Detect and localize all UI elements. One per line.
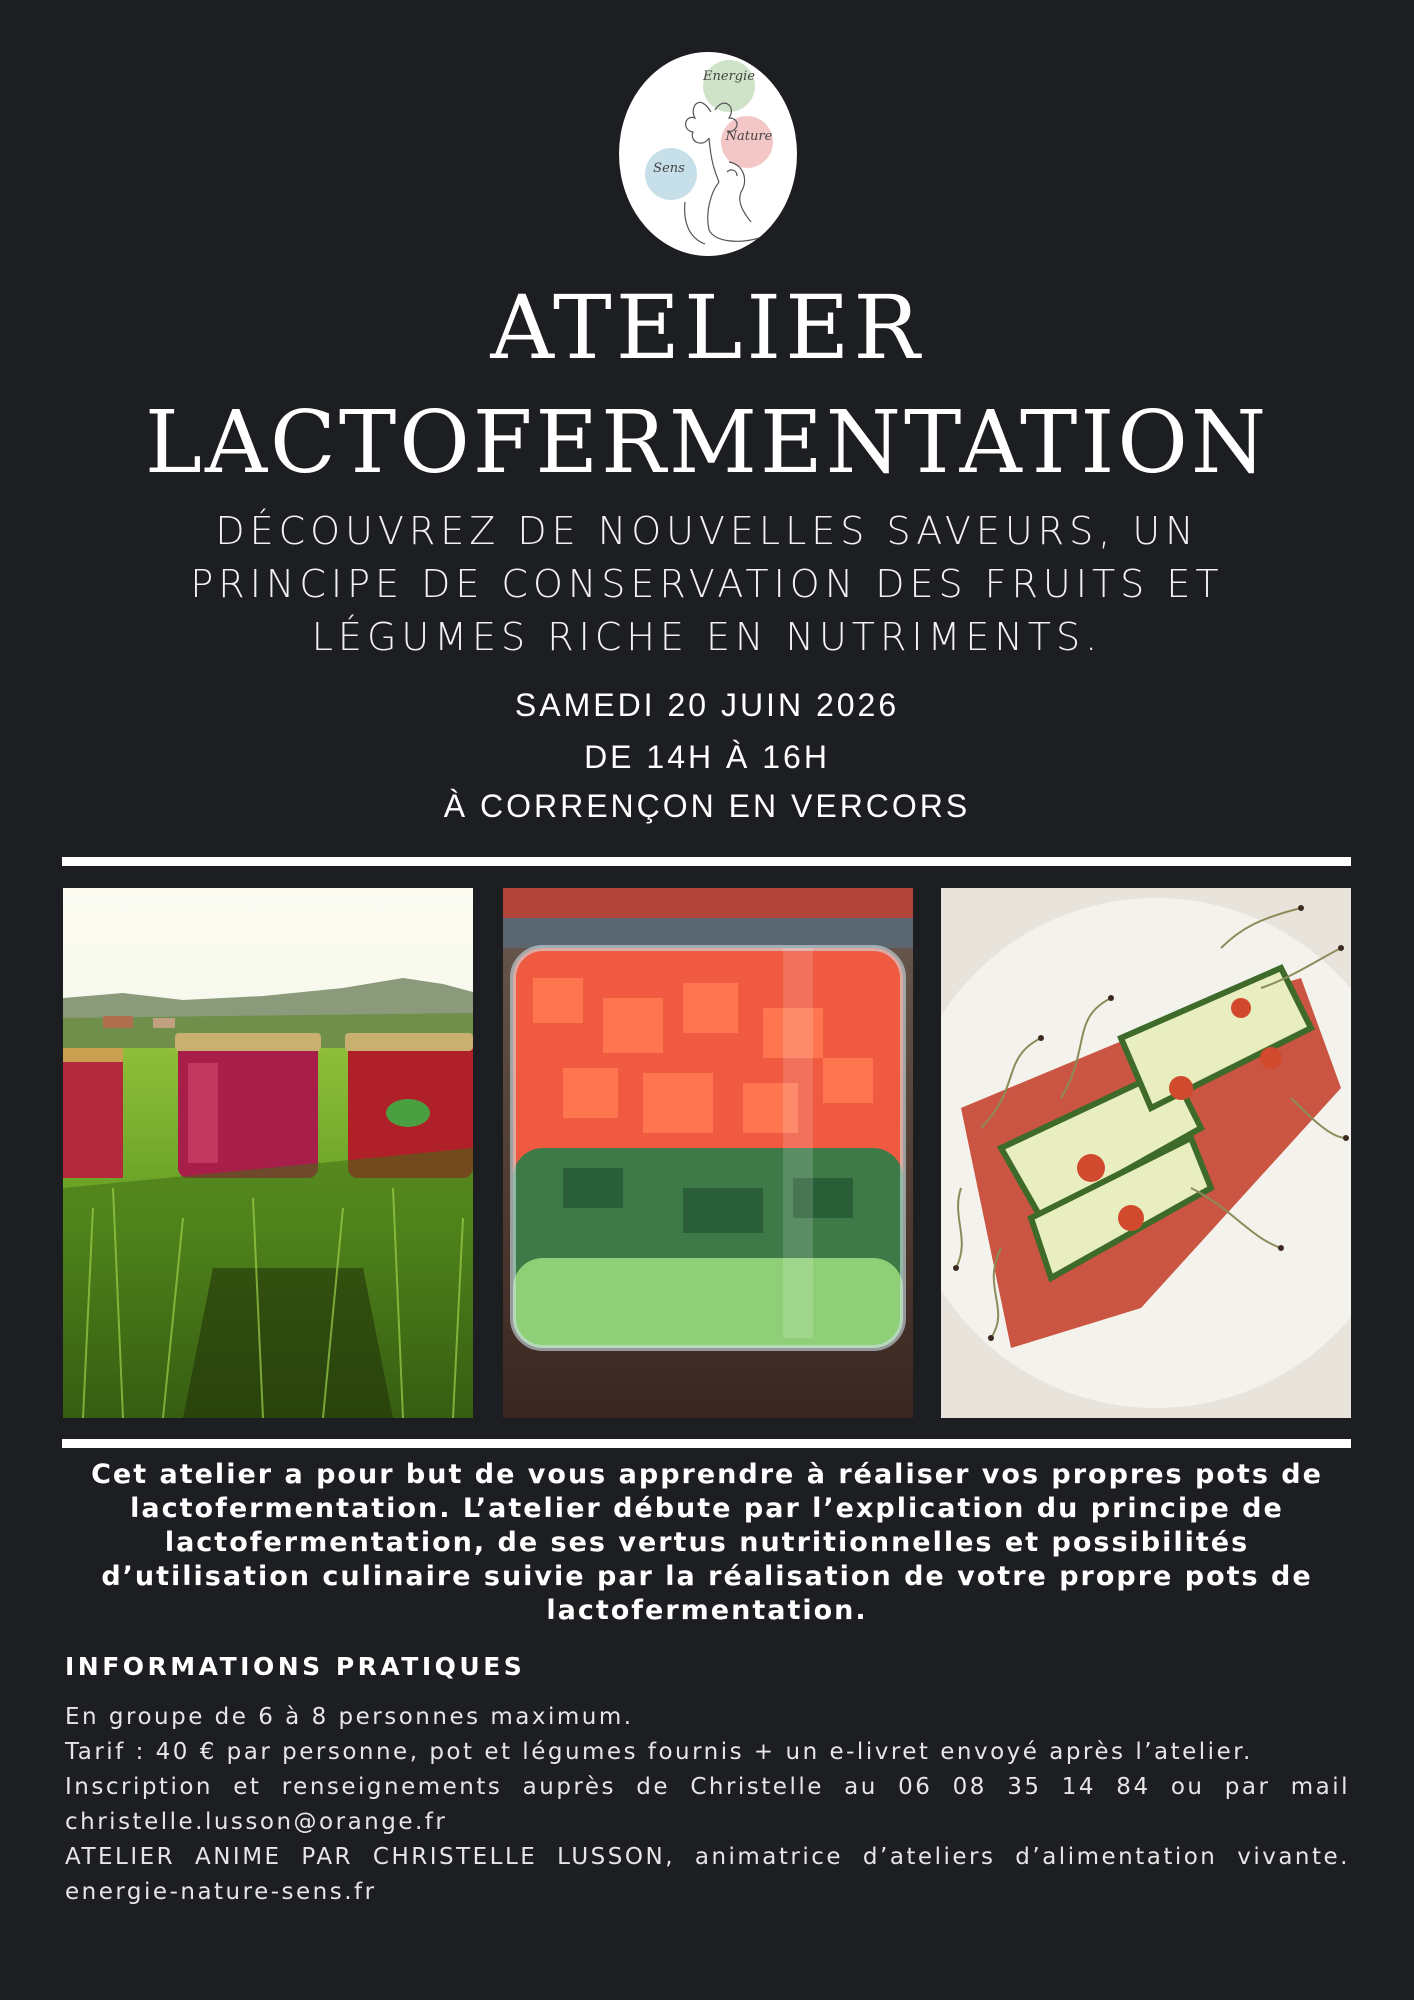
info-group-size: En groupe de 6 à 8 personnes maximum. <box>65 1704 634 1730</box>
logo-illustration <box>619 52 797 256</box>
workshop-description: Cet atelier a pour but de vous apprendre à réaliser vos propres pots de lactofermentation. L’atelier débute par l’explication du principe de lactofermentation, de ses vertus nutritionnelles et possibilités d’utilisation culinaire suivie par la réalisation de votre propre pots de lactofermentation. <box>91 1459 1323 1626</box>
page-title-line-2: LACTOFERMENTATION <box>144 393 1270 493</box>
subtitle <box>100 505 1314 664</box>
zucchini-rolls-plate-photo <box>941 888 1351 1418</box>
brand-logo <box>619 52 797 256</box>
divider-top <box>62 857 1351 866</box>
event-date: SAMEDI 20 JUIN 2026 <box>514 687 900 723</box>
info-list <box>65 1700 1350 1910</box>
event-time: DE 14H À 16H <box>584 739 830 775</box>
logo-word-energie: Energie <box>703 69 755 84</box>
event-location: À CORRENÇON EN VERCORS <box>443 788 971 824</box>
info-price: Tarif : 40 € par personne, pot et légumes fournis + un e-livret envoyé après l’atelier. <box>65 1739 1253 1765</box>
divider-bottom <box>62 1439 1351 1448</box>
page-title-line-1: ATELIER <box>490 276 924 379</box>
info-contact: Inscription et renseignements auprès de Christelle au 06 08 35 14 84 ou par mail christelle.lusson@orange.fr <box>65 1774 1350 1835</box>
subtitle-line: DÉCOUVREZ DE NOUVELLES SAVEURS, UN <box>215 509 1199 553</box>
info-host: ATELIER ANIME PAR CHRISTELLE LUSSON, animatrice d’ateliers d’alimentation vivante. energie-nature-sens.fr <box>65 1844 1350 1905</box>
jars-in-grass-photo <box>63 888 473 1418</box>
logo-word-nature: Nature <box>725 129 773 144</box>
jar-carrots-leeks-photo <box>503 888 913 1418</box>
subtitle-line: PRINCIPE DE CONSERVATION DES FRUITS ET <box>190 562 1224 606</box>
subtitle-line: LÉGUMES RICHE EN NUTRIMENTS. <box>311 615 1103 659</box>
info-heading: INFORMATIONS PRATIQUES <box>65 1652 526 1681</box>
logo-word-sens: Sens <box>653 161 685 176</box>
